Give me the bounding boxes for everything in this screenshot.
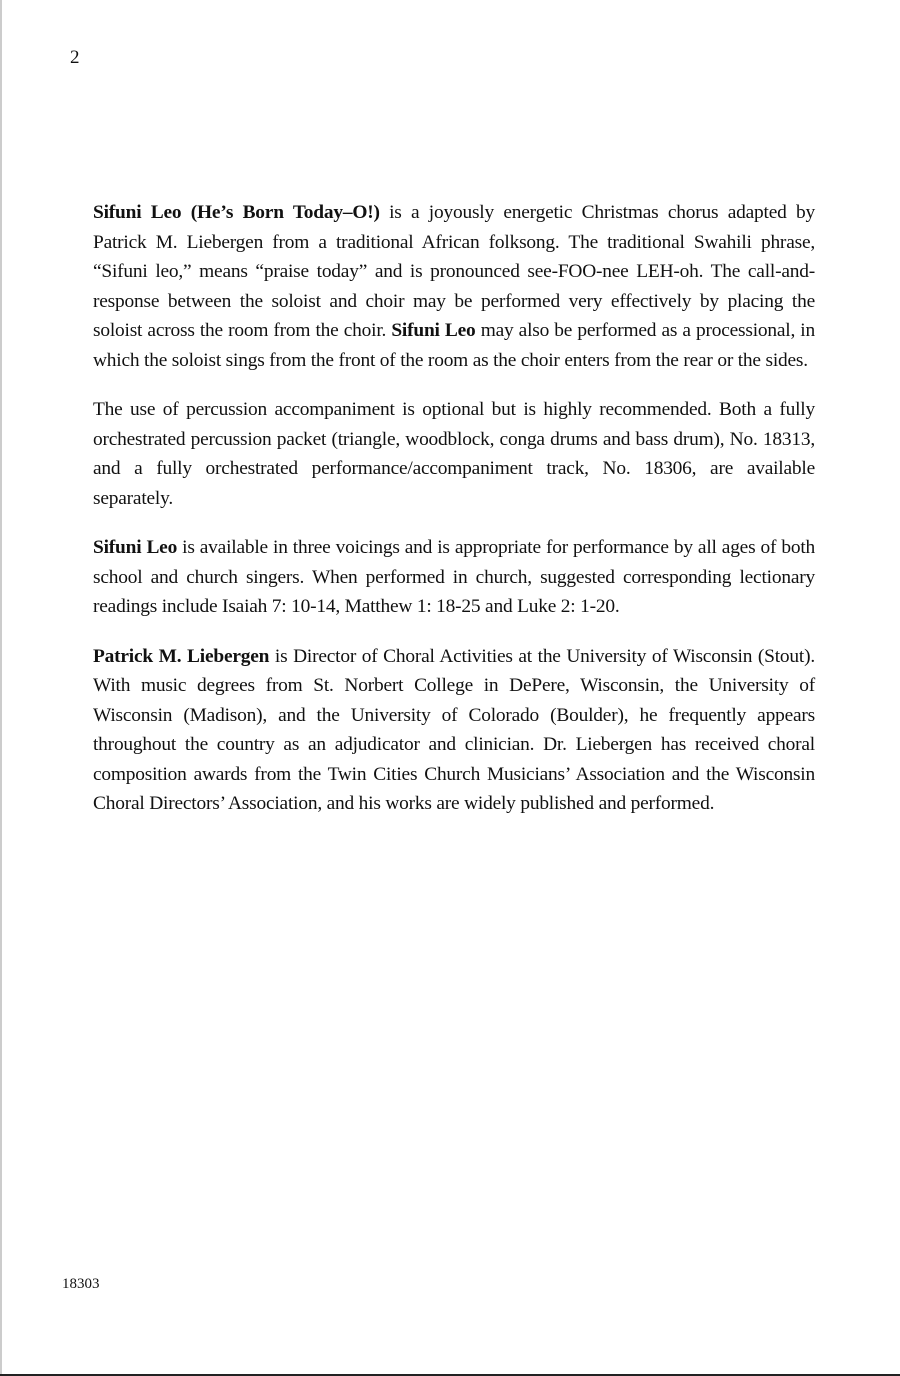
paragraph-text-continued: may also be performed as a processional, in which the soloist sings from the front of the room as the choir enters from the rear or the sides. xyxy=(93,320,815,371)
paragraph-text: is a joyously energetic Christmas chorus adapted by Patrick M. Liebergen from a traditional African folksong. The traditional Swahili phrase, “Sifuni leo,” means “praise today” and is pronounced see-FOO-nee LEH-oh. The call-and-response between the soloist and choir may be performed very effectively by placing the soloist across the room from the choir. xyxy=(93,202,815,341)
paragraph-composer-bio xyxy=(93,642,815,819)
paragraph-percussion xyxy=(93,395,815,513)
paragraph-text: The use of percussion accompaniment is optional but is highly recommended. Both a fully orchestrated percussion packet (triangle, woodblock, conga drums and bass drum), No. 18313, and a fully orchestrated performance/accompaniment track, No. 18306, are available separately. xyxy=(93,399,815,509)
document-body xyxy=(93,198,815,839)
title-bold: Sifuni Leo (He’s Born Today–O!) xyxy=(93,202,380,223)
composer-name-bold: Patrick M. Liebergen xyxy=(93,645,270,667)
paragraph-text: is available in three voicings and is appropriate for performance by all ages of both school and church singers. When performed in church, suggested corresponding lectionary readings include Isaiah 7: 10-14, Matthew 1: 18-25 and Luke 2: 1-20. xyxy=(93,537,815,617)
page-number: 2 xyxy=(70,47,80,68)
paragraph-text: is Director of Choral Activities at the University of Wisconsin (Stout). With music degrees from St. Norbert College in DePere, Wisconsin, the University of Wisconsin (Madison), and the University of Colorado (Boulder), he frequently appears throughout the country as an adjudicator and clinician. Dr. Liebergen has received choral composition awards from the Twin Cities Church Musicians’ Association and the Wisconsin Choral Directors’ Association, and his works are widely published and performed. xyxy=(93,645,815,814)
paragraph-introduction xyxy=(93,198,815,375)
title-bold-inline: Sifuni Leo xyxy=(391,320,476,341)
catalog-number: 18303 xyxy=(62,1276,100,1292)
paragraph-voicings xyxy=(93,533,815,622)
page-left-edge xyxy=(0,0,2,1376)
title-bold: Sifuni Leo xyxy=(93,537,178,558)
